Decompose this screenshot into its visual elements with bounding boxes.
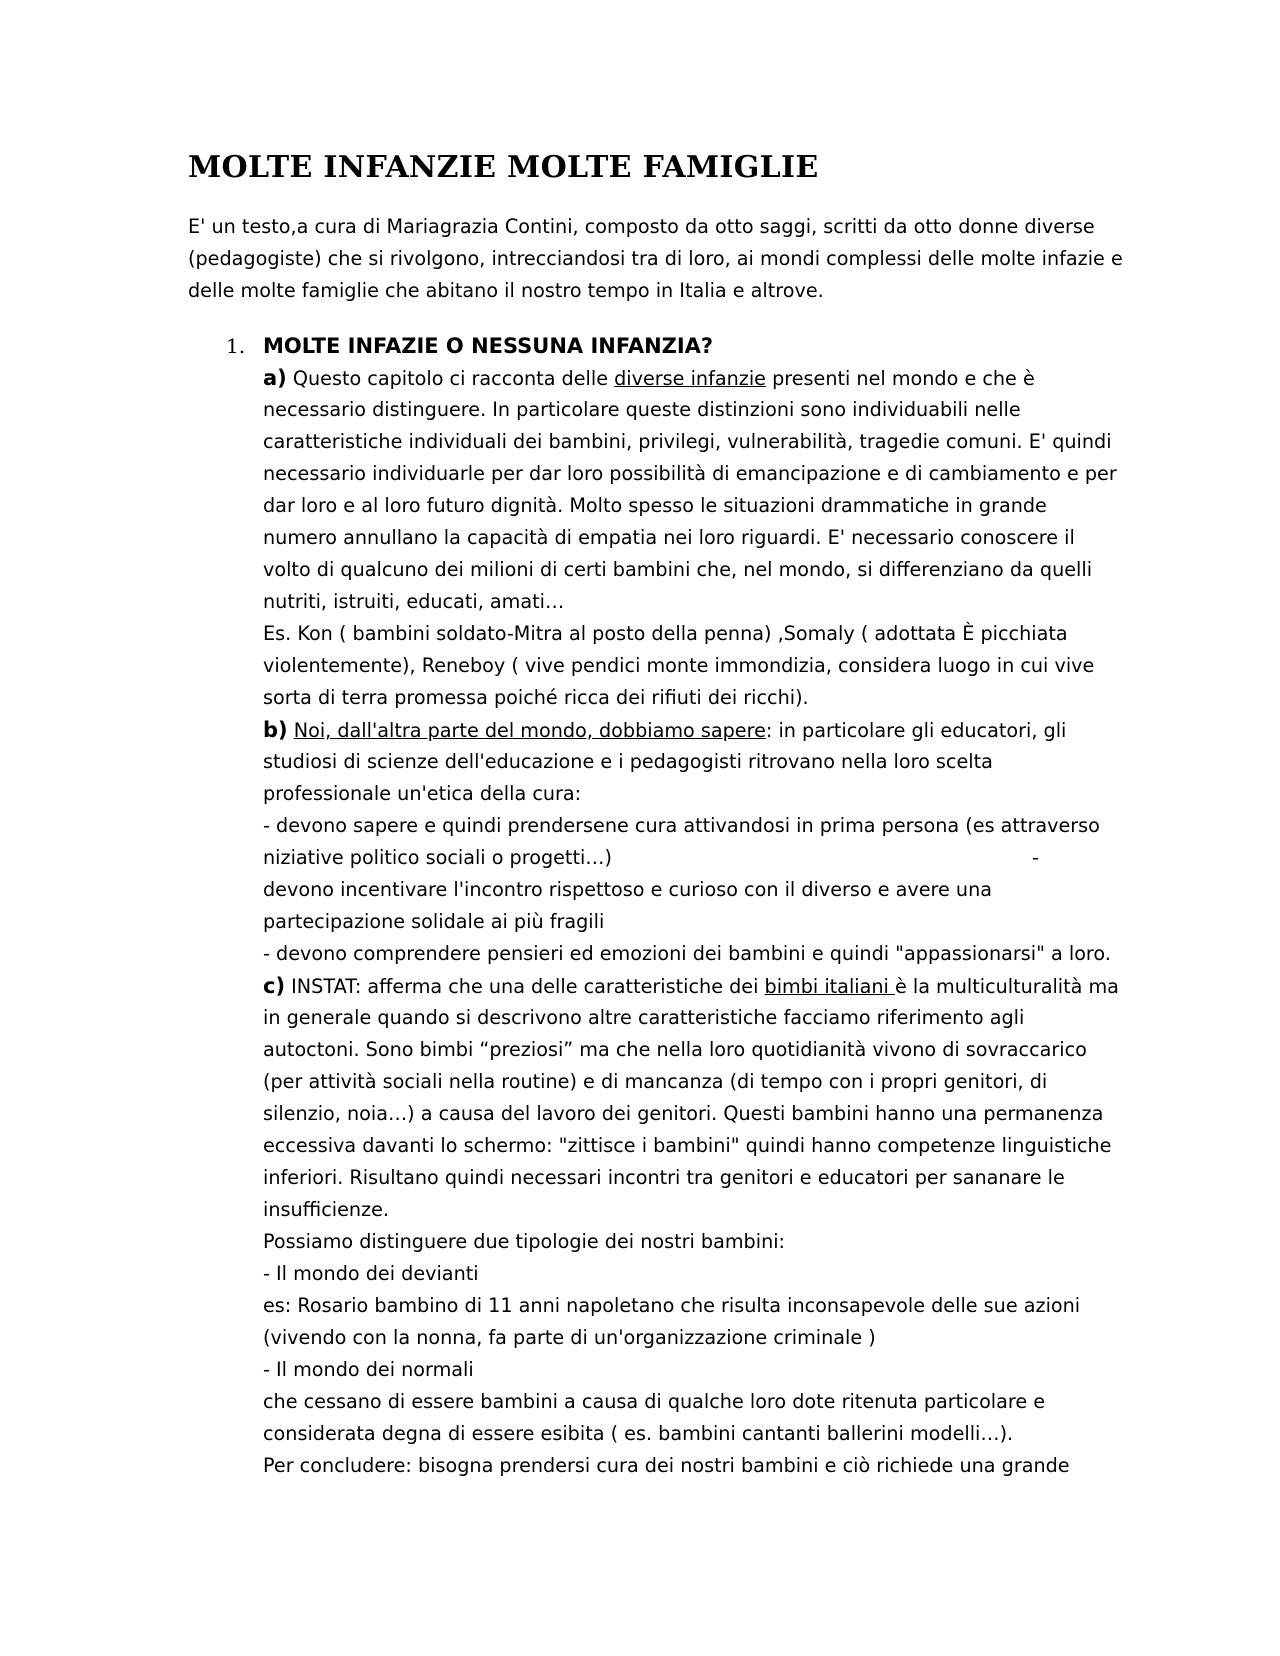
paragraph-line: caratteristiche individuali dei bambini, privilegi, vulnerabilità, tragedie comuni. E' quindi	[263, 430, 1112, 453]
paragraph-b-first-line: b) Noi, dall'altra parte del mondo, dobbiamo sapere: in particolare gli educatori, gli	[263, 718, 1067, 742]
section-1	[263, 330, 1119, 1482]
paragraph-line: devono incentivare l'incontro rispettoso e curioso con il diverso e avere una	[263, 878, 993, 901]
paragraph-line: eccessiva davanti lo schermo: "zittisce i bambini" quindi hanno competenze linguistiche	[263, 1134, 1112, 1157]
paragraph-line: autoctoni. Sono bimbi “preziosi” ma che nella loro quotidianità vivono di sovraccarico	[263, 1038, 1087, 1061]
paragraph-line: necessario distinguere. In particolare queste distinzioni sono individuabili nelle	[263, 398, 1021, 421]
label-b: b)	[263, 718, 288, 742]
paragraph-line: che cessano di essere bambini a causa di qualche loro dote ritenuta particolare e	[263, 1390, 1046, 1413]
underlined-text: bimbi italiani	[764, 975, 895, 998]
paragraph-line: volto di qualcuno dei milioni di certi bambini che, nel mondo, si differenziano da quelli	[263, 558, 1093, 581]
paragraph-line: silenzio, noia…) a causa del lavoro dei genitori. Questi bambini hanno una permanenza	[263, 1102, 1104, 1125]
paragraph-line: es: Rosario bambino di 11 anni napoletano che risulta inconsapevole delle sue azioni	[263, 1294, 1081, 1317]
paragraph-line: studiosi di scienze dell'educazione e i pedagogisti ritrovano nella loro scelta	[263, 750, 993, 773]
intro-line: (pedagogiste) che si rivolgono, intrecciandosi tra di loro, ai mondi complessi delle molte infazie e	[188, 247, 1123, 270]
underlined-text: diverse infanzie	[614, 367, 766, 390]
paragraph-line: Es. Kon ( bambini soldato-Mitra al posto della penna) ,Somaly ( adottata È picchiata	[263, 622, 1068, 645]
paragraph-line: nutriti, istruiti, educati, amati…	[263, 590, 565, 613]
label-a: a)	[263, 366, 287, 390]
label-c: c)	[263, 974, 286, 998]
paragraph-line: - Il mondo dei devianti	[263, 1262, 479, 1285]
paragraph-a-first-line: a) Questo capitolo ci racconta delle diverse infanzie presenti nel mondo e che è	[263, 366, 1035, 390]
paragraph-line: numero annullano la capacità di empatia nei loro riguardi. E' necessario conoscere il	[263, 526, 1075, 549]
paragraph-line: dar loro e al loro futuro dignità. Molto spesso le situazioni drammatiche in grande	[263, 494, 1047, 517]
document-title: MOLTE INFANZIE MOLTE FAMIGLIE	[188, 150, 819, 185]
stray-dash: -	[1031, 846, 1039, 869]
paragraph-line: in generale quando si descrivono altre caratteristiche facciamo riferimento agli	[263, 1006, 1025, 1029]
intro-paragraph	[188, 211, 1123, 307]
paragraph-line: niziative politico sociali o progetti…) -	[263, 842, 1113, 874]
paragraph-line: insufficienze.	[263, 1198, 390, 1221]
paragraph-c-first-line: c) INSTAT: afferma che una delle caratteristiche dei bimbi italiani è la multiculturalità ma	[263, 974, 1119, 998]
paragraph-line: - devono comprendere pensieri ed emozioni dei bambini e quindi "appassionarsi" a loro.	[263, 942, 1111, 965]
paragraph-line: Possiamo distinguere due tipologie dei nostri bambini:	[263, 1230, 786, 1253]
list-number: 1.	[226, 334, 246, 358]
paragraph-line: inferiori. Risultano quindi necessari incontri tra genitori e educatori per sananare le	[263, 1166, 1065, 1189]
paragraph-line: necessario individuarle per dar loro possibilità di emancipazione e di cambiamento e per	[263, 462, 1117, 485]
intro-line: E' un testo,a cura di Mariagrazia Contini, composto da otto saggi, scritti da otto donne diverse	[188, 215, 1095, 238]
paragraph-line: considerata degna di essere esibita ( es. bambini cantanti ballerini modelli…).	[263, 1422, 1014, 1445]
paragraph-line: Per concludere: bisogna prendersi cura dei nostri bambini e ciò richiede una grande	[263, 1454, 1070, 1477]
paragraph-line: sorta di terra promessa poiché ricca dei rifiuti dei ricchi).	[263, 686, 809, 709]
paragraph-line: - Il mondo dei normali	[263, 1358, 474, 1381]
intro-line: delle molte famiglie che abitano il nostro tempo in Italia e altrove.	[188, 279, 824, 302]
paragraph-line: (per attività sociali nella routine) e di mancanza (di tempo con i propri genitori, di	[263, 1070, 1048, 1093]
paragraph-line: professionale un'etica della cura:	[263, 782, 582, 805]
section-heading: MOLTE INFAZIE O NESSUNA INFANZIA?	[263, 334, 714, 358]
paragraph-line: (vivendo con la nonna, fa parte di un'organizzazione criminale )	[263, 1326, 876, 1349]
paragraph-line: partecipazione solidale ai più fragili	[263, 910, 605, 933]
paragraph-line: violentemente), Reneboy ( vive pendici monte immondizia, considera luogo in cui vive	[263, 654, 1095, 677]
paragraph-line: - devono sapere e quindi prendersene cura attivandosi in prima persona (es attraverso	[263, 814, 1100, 837]
underlined-text: Noi, dall'altra parte del mondo, dobbiamo sapere	[293, 719, 766, 742]
